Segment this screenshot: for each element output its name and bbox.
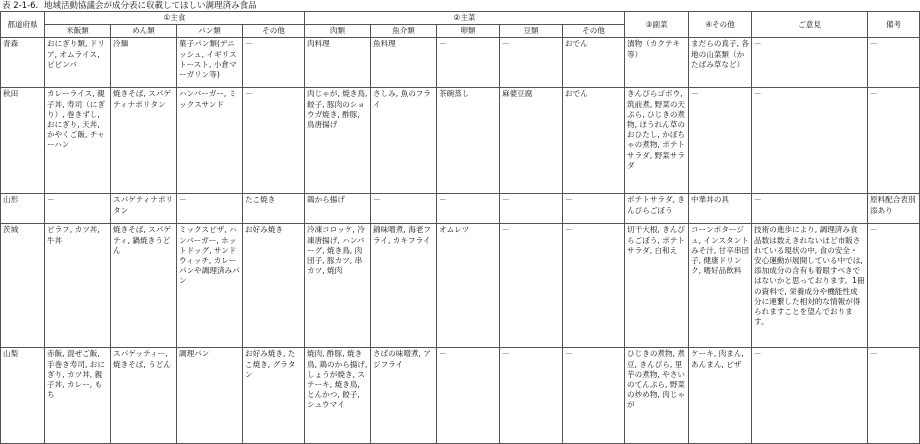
cell-opinion: － [752, 348, 868, 444]
cell-opinion: － [752, 194, 868, 224]
cell-seafood: 錦味噌煮, 海老フライ, カキフライ [371, 224, 437, 348]
header-noodles: めん類 [111, 25, 177, 38]
cell-beans: － [500, 38, 563, 88]
cell-beans: － [500, 194, 563, 224]
cell-meat: 冷凍コロッケ, 冷凍唐揚げ, ハンバーグ, 焼き鳥, 肉団子, 豚カツ, 串カツ, 焼肉 [305, 224, 371, 348]
cell-meat: 肉料理 [305, 38, 371, 88]
header-staple-other: その他 [243, 25, 305, 38]
cell-other: － [689, 88, 752, 194]
cell-other: ケーキ, 肉まん, あんまん, ピザ [689, 348, 752, 444]
cell-remarks: － [868, 88, 920, 194]
cell-opinion: － [752, 88, 868, 194]
cell-rice: － [45, 194, 111, 224]
cell-eggs: 茶碗蒸し [437, 88, 500, 194]
cell-noodles: 焼きそば, スパゲティ, 鍋焼きうどん [111, 224, 177, 348]
cell-seafood: さしみ, 魚のフライ [371, 88, 437, 194]
cell-seafood: さばの味噌煮, アジフライ [371, 348, 437, 444]
cell-eggs: － [437, 348, 500, 444]
table-row-aomori [1, 38, 920, 88]
header-main-other: その他 [563, 25, 625, 38]
cell-other: まだらの真子, 各地の山菜類（かたばみ草など） [689, 38, 752, 88]
cell-prefecture: 山梨 [1, 348, 45, 444]
cell-remarks: － [868, 224, 920, 348]
cell-main-other: － [563, 348, 625, 444]
table-row-akita [1, 88, 920, 194]
cell-staple-other: たこ焼き [243, 194, 305, 224]
cell-main-other: － [563, 194, 625, 224]
cell-rice: カレーライス, 親子丼, 寿司（にぎり）, 巻きずし, おにぎり, 天丼, かやくご飯, チャーハン [45, 88, 111, 194]
cell-rice: おにぎり類, ドリア, オムライス, ビビンバ [45, 38, 111, 88]
cell-remarks: － [868, 38, 920, 88]
header-staple-food: ①主食 [45, 12, 305, 25]
cell-staple-other: － [243, 38, 305, 88]
cell-eggs: － [437, 194, 500, 224]
cell-beans: － [500, 348, 563, 444]
cell-prefecture: 青森 [1, 38, 45, 88]
header-remarks: 備考 [868, 12, 920, 38]
header-seafood: 魚介類 [371, 25, 437, 38]
table-caption: 表 2-1-6．地域活動協議会が成分表に収載してほしい調理済み食品 [2, 1, 257, 11]
cell-main-other: － [563, 224, 625, 348]
cell-seafood: － [371, 194, 437, 224]
cell-bread: － [177, 194, 243, 224]
table-row-ibaraki [1, 224, 920, 348]
header-rice: 米飯類 [45, 25, 111, 38]
table-row-yamanashi [1, 348, 920, 444]
header-meat: 肉類 [305, 25, 371, 38]
cell-noodles: スパゲッティー, 焼きそば, うどん [111, 348, 177, 444]
cell-noodles: 冷麺 [111, 38, 177, 88]
header-opinion: ご意見 [752, 12, 868, 38]
cell-main-other: おでん [563, 38, 625, 88]
header-bread: パン類 [177, 25, 243, 38]
cell-noodles: 焼きそば, スパゲティナポリタン [111, 88, 177, 194]
cell-main-other: おでん [563, 88, 625, 194]
cell-side-dish: 漬物（カクテキ等） [625, 38, 689, 88]
header-other: ④その他 [689, 12, 752, 38]
cell-bread: ハンバーガー, ミックスサンド [177, 88, 243, 194]
header-prefecture: 都道府県 [1, 12, 45, 38]
cell-staple-other: お好み焼き, たこ焼き, グラタン [243, 348, 305, 444]
cell-prefecture: 山形 [1, 194, 45, 224]
header-main-dish: ②主菜 [305, 12, 625, 25]
cell-side-dish: 切干大根, きんぴらごぼう, ポテトサラダ, 白和え [625, 224, 689, 348]
cell-noodles: スパゲティナポリタン [111, 194, 177, 224]
cell-bread: 調理パン [177, 348, 243, 444]
cell-rice: ピラフ, カツ丼, 牛丼 [45, 224, 111, 348]
cell-staple-other: － [243, 88, 305, 194]
table-row-yamagata [1, 194, 920, 224]
header-eggs: 卵類 [437, 25, 500, 38]
cell-meat: 焼肉, 酢豚, 焼き鳥, 鶏のから揚げ, しょうが焼き, ステーキ, 焼き鳥, とんかつ, 餃子, シュウマイ [305, 348, 371, 444]
cell-opinion: 技術の進歩により, 調理済み食品数は数えきれないほど市販されている現状の中, 食の安全・安心運動が展開している中では, 添加成分の含有も着眼すべきではないかと思っております。1冊の資料で, 栄養成分や機能性成分に連繋した相対的な情報が得られますことを望んでおります。 [752, 224, 868, 348]
header-side-dish: ③副菜 [625, 12, 689, 38]
cell-beans: － [500, 224, 563, 348]
cell-other: 中華丼の具 [689, 194, 752, 224]
cell-other: コーンポタージュ, インスタントみそ汁, 甘辛串団子, 健康ドリンク, 嗜好品飲料 [689, 224, 752, 348]
cell-side-dish: ひじきの煮物, 煮豆, きんぴら, 里芋の煮物, やさいのてんぷら, 野菜の炒め物, 肉じゃが [625, 348, 689, 444]
cell-beans: 麻婆豆腐 [500, 88, 563, 194]
cell-staple-other: お好み焼き [243, 224, 305, 348]
cell-bread: 菓子パン類(デニッシュ, イギリストースト, 小倉マーガリン等) [177, 38, 243, 88]
cell-seafood: 魚料理 [371, 38, 437, 88]
header-beans: 豆類 [500, 25, 563, 38]
cell-meat: 肉じゃが, 焼き鳥, 餃子, 豚肉のショウガ焼き, 酢豚, 鳥唐揚げ [305, 88, 371, 194]
cell-rice: 赤飯, 混ぜご飯, 手巻き寿司, おにぎり, カツ丼, 親子丼, カレー, もち [45, 348, 111, 444]
cell-remarks: 原料配合表別添あり [868, 194, 920, 224]
cell-eggs: － [437, 38, 500, 88]
cell-meat: 鶏から揚げ [305, 194, 371, 224]
cell-bread: ミックスピザ, ハンバーガー, ホットドッグ, サンドウィッチ, カレーパンや調理済みパン [177, 224, 243, 348]
cell-opinion: － [752, 38, 868, 88]
food-request-table [0, 11, 920, 444]
header-row-groups [1, 12, 920, 25]
cell-prefecture: 秋田 [1, 88, 45, 194]
cell-remarks: － [868, 348, 920, 444]
cell-prefecture: 茨城 [1, 224, 45, 348]
cell-side-dish: きんぴらゴボウ, 筑前煮, 野菜の天ぷら, ひじきの煮物, ほうれん草のおひたし, かぼちゃの煮物, ポテトサラダ, 野菜サラダ [625, 88, 689, 194]
cell-side-dish: ポテトサラダ, きんぴらごぼう [625, 194, 689, 224]
cell-eggs: オムレツ [437, 224, 500, 348]
